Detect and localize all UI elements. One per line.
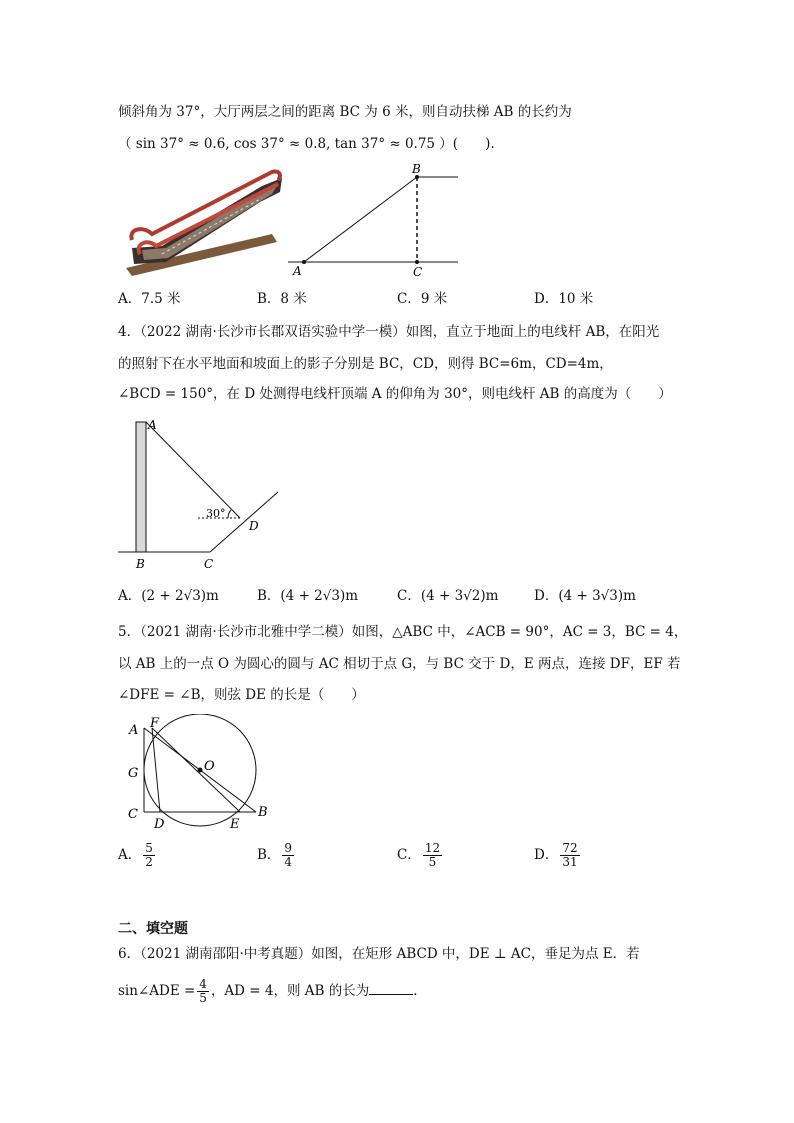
label-g: G <box>128 766 139 781</box>
q5-line1: 5．（2021 湖南·长沙市北雅中学二模）如图，△ABC 中，∠ACB = 90°，AC = 3，BC = 4， <box>118 624 688 640</box>
q4-option-b: B．(4 + 2√3)m <box>257 588 359 604</box>
segment-fd <box>152 728 160 812</box>
label-d: D <box>154 817 165 832</box>
q3-diagram <box>284 160 464 280</box>
segment-fe <box>152 728 240 812</box>
q3-line2: （ sin 37° ≈ 0.6, cos 37° ≈ 0.8, tan 37° ≈ 0.75 ）( ). <box>118 136 495 152</box>
q5-option-d: D． $\frac{72}{31}$ <box>534 841 578 869</box>
q6-line1: 6．（2021 湖南邵阳·中考真题）如图，在矩形 ABCD 中，DE ⊥ AC，垂足为点 E．若 <box>118 946 640 962</box>
section-title: 二、填空题 <box>118 921 188 937</box>
angle-label: 30° <box>206 507 226 520</box>
label-c: C <box>128 807 138 822</box>
sun-ray <box>146 422 240 518</box>
q3-option-d: D．10 米 <box>534 291 594 307</box>
label-b: B <box>136 557 145 571</box>
label-c: C <box>413 265 423 279</box>
q5-line2: 以 AB 上的一点 O 为圆心的圆与 AC 相切于点 G，与 BC 交于 D，E 两点，连接 DF，EF 若 <box>118 656 681 672</box>
q3-option-a: A．7.5 米 <box>118 291 181 307</box>
pole <box>136 422 146 552</box>
escalator-photo <box>122 168 284 276</box>
q4-option-a: A．(2 + 2√3)m <box>118 588 219 604</box>
q5-line3: ∠DFE = ∠B，则弦 DE 的长是（ ） <box>118 687 365 703</box>
q3-line1: 倾斜角为 37°，大厅两层之间的距离 BC 为 6 米，则自动扶梯 AB 的长约为 <box>118 104 572 120</box>
label-a: A <box>129 723 139 738</box>
label-a: A <box>293 264 302 278</box>
q5-diagram <box>122 714 282 838</box>
q3-option-b: B．8 米 <box>257 291 307 307</box>
q4-line1: 4．（2022 湖南·长沙市长郡双语实验中学一模）如图，直立于地面上的电线杆 AB，在阳光 <box>118 324 660 340</box>
q4-option-d: D．(4 + 3√3)m <box>534 588 636 604</box>
q5-option-a: A． $\frac{5}{2}$ <box>118 841 153 869</box>
label-a: A <box>148 418 157 432</box>
answer-blank[interactable] <box>369 980 413 995</box>
label-f: F <box>150 716 160 731</box>
label-e: E <box>230 817 240 832</box>
q5-option-b: B． $\frac{9}{4}$ <box>257 841 293 869</box>
label-o: O <box>204 759 215 774</box>
label-c: C <box>204 557 214 571</box>
slope-line <box>210 492 278 552</box>
label-b: B <box>258 805 268 820</box>
label-b: B <box>412 162 421 176</box>
q4-line3: ∠BCD = 150°，在 D 处测得电线杆顶端 A 的仰角为 30°，则电线杆 AB 的高度为（ ） <box>118 386 672 402</box>
segment-ab <box>304 177 417 262</box>
q4-option-c: C．(4 + 3√2)m <box>397 588 499 604</box>
q6-line2: sin∠ADE = $\frac{4}{5}$ ，AD = 4，则 AB 的长为 ． <box>118 977 427 1005</box>
q4-diagram <box>116 416 286 574</box>
label-d: D <box>249 519 259 533</box>
q5-option-c: C． $\frac{12}{5}$ <box>397 841 441 869</box>
q3-option-c: C．9 米 <box>397 291 448 307</box>
q4-line2: 的照射下在水平地面和坡面上的影子分别是 BC，CD，则得 BC=6m，CD=4m， <box>118 356 613 372</box>
center-point-o <box>198 768 203 773</box>
